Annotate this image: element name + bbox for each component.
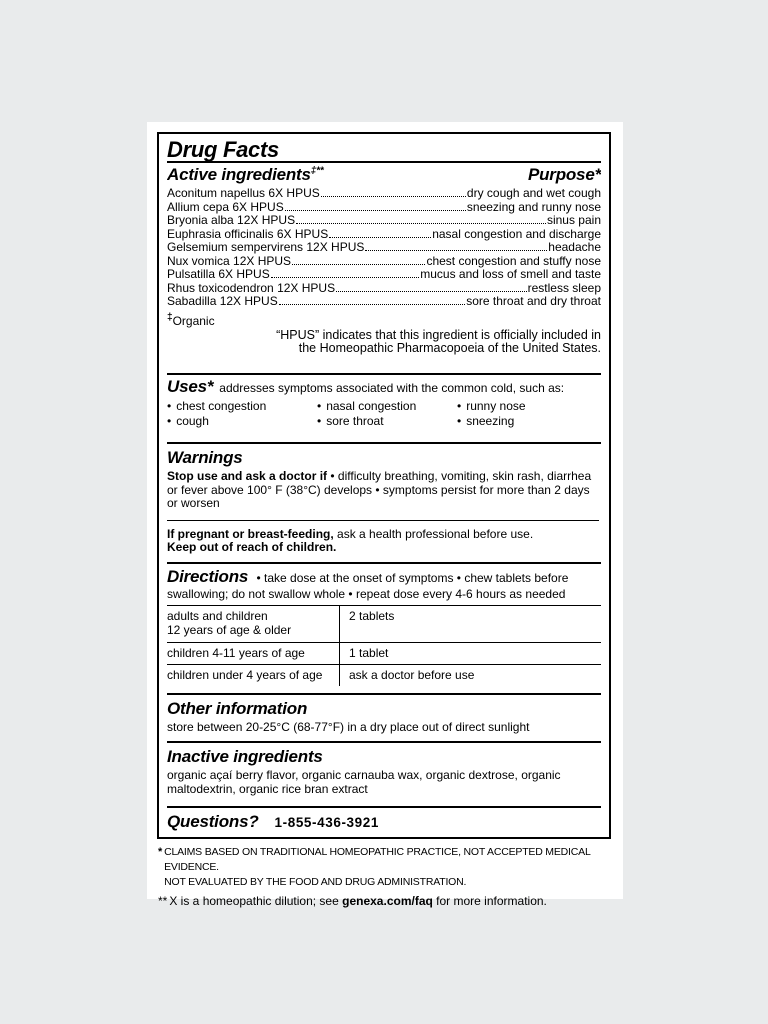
hpus-note — [167, 329, 601, 356]
uses-column — [457, 399, 526, 428]
warnings-section — [167, 444, 601, 564]
questions-phone-number: 1-855-436-3921 — [274, 815, 379, 830]
ingredient-name: Rhus toxicodendron 12X HPUS — [167, 280, 336, 295]
ingredient-row — [167, 268, 601, 282]
ingredient-purpose: restless sleep — [527, 280, 601, 295]
uses-bullet-label: sore throat — [326, 413, 384, 428]
inactive-ingredients-header: Inactive ingredients — [167, 747, 323, 766]
warnings-stop-use-text: • difficulty breathing, vomiting, skin rash, diarrhea or fever above 100° F (38°C) develops • symptoms persist for more than 2 days or worsen — [167, 469, 592, 510]
hpus-note-line2: the Homeopathic Pharmacopoeia of the United States. — [298, 341, 601, 355]
dotted-leader — [321, 196, 466, 197]
ingredient-name: Allium cepa 6X HPUS — [167, 199, 284, 214]
uses-column — [317, 399, 457, 428]
ingredient-name: Nux vomica 12X HPUS — [167, 253, 292, 268]
warnings-pregnant-bold: If pregnant or breast-feeding, — [167, 526, 334, 541]
bullet-glyph: • — [317, 413, 322, 428]
ingredient-purpose: mucus and loss of smell and taste — [420, 267, 601, 281]
dilution-footnote-pre: X is a homeopathic dilution; see — [169, 894, 343, 908]
ingredient-row — [167, 282, 601, 296]
directions-intro — [167, 569, 601, 602]
uses-bullet-item — [167, 414, 317, 429]
claims-footnote — [158, 845, 614, 890]
questions-header: Questions? — [167, 812, 259, 831]
uses-bullet-label: cough — [176, 413, 209, 428]
ingredient-row — [167, 214, 601, 228]
dosage-age-group — [167, 606, 339, 642]
ingredient-purpose: chest congestion and stuffy nose — [426, 253, 601, 268]
ingredient-name: Euphrasia officinalis 6X HPUS — [167, 226, 329, 241]
dilution-footnote-post: for more information. — [432, 894, 547, 908]
ingredient-purpose: sore throat and dry throat — [466, 294, 601, 308]
ingredient-row — [167, 255, 601, 269]
other-information-section — [167, 695, 601, 743]
dosage-age-line: children 4-11 years of age — [167, 646, 305, 660]
active-ingredients-section — [167, 163, 601, 375]
claims-footnote-text — [164, 845, 614, 890]
dotted-leader — [336, 291, 527, 292]
directions-intro-text: • take dose at the onset of symptoms • chew tablets before swallowing; do not swallow whole • repeat dose every 4-6 hours as needed — [167, 571, 569, 601]
warnings-stop-use — [167, 470, 599, 521]
footnotes — [158, 845, 614, 908]
dosage-table-row — [167, 665, 601, 686]
questions-section — [167, 808, 601, 834]
uses-section — [167, 375, 601, 444]
uses-bullet-label: nasal congestion — [326, 399, 417, 413]
claims-footnote-marker: * — [158, 846, 163, 858]
uses-bullet-item — [167, 399, 317, 414]
warnings-stop-use-bold: Stop use and ask a doctor if — [167, 469, 328, 483]
uses-bullet-label: runny nose — [466, 399, 526, 413]
claims-footnote-line2: NOT EVALUATED BY THE FOOD AND DRUG ADMINISTRATION. — [164, 876, 467, 888]
dotted-leader — [329, 237, 431, 238]
ingredient-purpose: nasal congestion and discharge — [432, 226, 601, 241]
inactive-ingredients-text: organic açaí berry flavor, organic carnauba wax, organic dextrose, organic maltodextrin, organic rice bran extract — [167, 768, 561, 796]
dilution-footnote-text — [169, 894, 547, 908]
claims-footnote-line1: CLAIMS BASED ON TRADITIONAL HOMEOPATHIC PRACTICE, NOT ACCEPTED MEDICAL EVIDENCE. — [164, 846, 591, 873]
purpose-header: Purpose* — [527, 165, 601, 184]
bullet-glyph: • — [167, 413, 172, 428]
uses-intro — [167, 379, 601, 396]
drug-facts-title-section — [167, 134, 601, 163]
dotted-leader — [365, 250, 547, 251]
bullet-glyph: • — [317, 399, 322, 413]
dosage-age-line: children under 4 years of age — [167, 668, 323, 682]
bullet-glyph: • — [457, 413, 462, 428]
dosage-table — [167, 605, 601, 686]
active-ingredients-header-row — [167, 165, 601, 187]
ingredient-row — [167, 228, 601, 242]
dosage-table-row — [167, 643, 601, 665]
dosage-amount: 1 tablet — [339, 643, 601, 664]
uses-bullet-item — [317, 399, 457, 414]
ingredient-name: Pulsatilla 6X HPUS — [167, 267, 270, 281]
dilution-footnote-url: genexa.com/faq — [342, 894, 433, 908]
dilution-footnote — [158, 894, 614, 908]
warnings-header: Warnings — [167, 448, 243, 467]
dosage-age-line: 12 years of age & older — [167, 622, 292, 637]
ingredient-name: Gelsemium sempervirens 12X HPUS — [167, 240, 365, 254]
dosage-amount: 2 tablets — [339, 606, 601, 642]
uses-bullet-item — [457, 414, 526, 429]
dilution-footnote-marker: ** — [158, 894, 168, 908]
ingredient-purpose: sneezing and runny nose — [466, 199, 601, 214]
active-ingredients-header — [167, 165, 324, 185]
uses-bullet-item — [457, 399, 526, 414]
directions-section — [167, 564, 601, 695]
dotted-leader — [296, 223, 546, 224]
ingredient-row — [167, 295, 601, 309]
ingredient-name: Bryonia alba 12X HPUS — [167, 213, 296, 227]
dosage-amount: ask a doctor before use — [339, 665, 601, 686]
active-ingredients-header-text: Active ingredients — [167, 165, 311, 184]
ingredient-name: Sabadilla 12X HPUS — [167, 294, 278, 308]
organic-footnote — [167, 311, 601, 328]
ingredient-row — [167, 241, 601, 255]
ingredient-row — [167, 187, 601, 201]
ingredient-row — [167, 201, 601, 215]
uses-bullet-columns — [167, 399, 601, 428]
uses-intro-text: addresses symptoms associated with the common cold, such as: — [219, 381, 565, 395]
warnings-keep-out-bold: Keep out of reach of children. — [167, 540, 337, 554]
ingredient-name: Aconitum napellus 6X HPUS — [167, 186, 320, 200]
bullet-glyph: • — [167, 399, 172, 413]
drug-facts-label-card — [147, 122, 623, 908]
warnings-pregnant-text: ask a health professional before use. — [333, 526, 534, 541]
ingredient-purpose: sinus pain — [546, 213, 601, 227]
active-header-footnote-marker: ‡** — [310, 165, 324, 177]
dosage-table-row — [167, 606, 601, 643]
uses-bullet-label: sneezing — [466, 413, 515, 428]
hpus-note-line1: “HPUS” indicates that this ingredient is officially included in — [276, 327, 601, 342]
ingredient-purpose: dry cough and wet cough — [466, 186, 601, 200]
dosage-age-line: adults and children — [167, 609, 268, 623]
uses-bullet-label: chest congestion — [176, 399, 267, 413]
directions-header: Directions — [167, 567, 249, 586]
dotted-leader — [271, 277, 420, 278]
drug-facts-box — [157, 132, 611, 839]
uses-bullet-item — [317, 414, 457, 429]
inactive-ingredients-section — [167, 743, 601, 808]
warnings-keep-out — [167, 541, 601, 555]
warnings-pregnant — [167, 528, 601, 542]
dosage-age-group — [167, 643, 339, 664]
other-information-text: store between 20-25°C (68-77°F) in a dry place out of direct sunlight — [167, 720, 530, 734]
dotted-leader — [279, 304, 466, 305]
dotted-leader — [292, 264, 425, 265]
drug-facts-title: Drug Facts — [167, 137, 279, 162]
bullet-glyph: • — [457, 399, 462, 413]
other-information-header: Other information — [167, 699, 308, 718]
organic-footnote-marker: ‡ — [167, 311, 173, 323]
organic-footnote-text: Organic — [172, 313, 215, 328]
ingredient-purpose: headache — [548, 240, 601, 254]
uses-column — [167, 399, 317, 428]
uses-header: Uses* — [167, 377, 214, 396]
dotted-leader — [285, 210, 466, 211]
dosage-age-group — [167, 665, 339, 686]
